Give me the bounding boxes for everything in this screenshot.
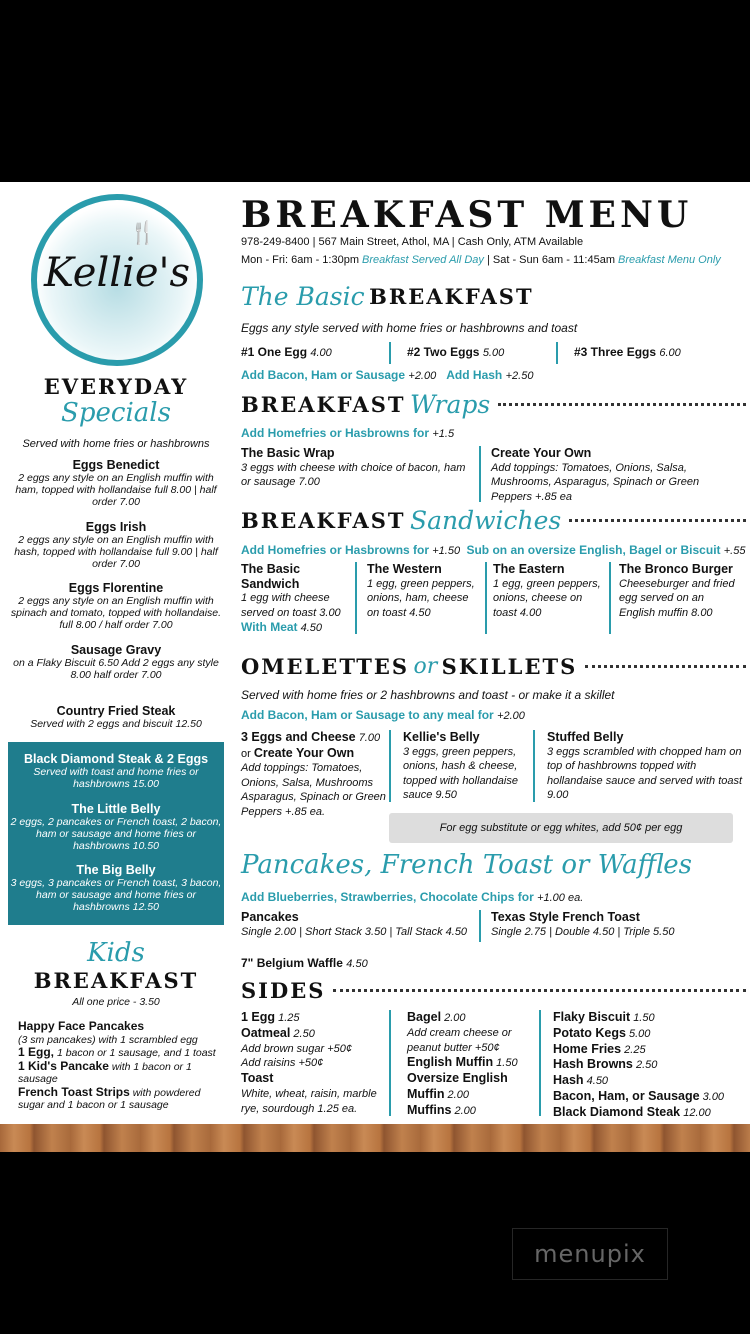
sides-col-1	[241, 1010, 387, 1117]
side-note: White, wheat, raisin, marble rye, sourdough 1.25 ea.	[241, 1087, 377, 1115]
pancake-item: Pancakes Single 2.00 | Short Stack 3.50 | Tall Stack 4.50	[241, 910, 468, 938]
special-name: Eggs Benedict	[72, 458, 160, 472]
featured-item	[8, 863, 224, 913]
pancakes-addon: Add Blueberries, Strawberries, Chocolate Chips for +1.00 ea.	[241, 890, 584, 904]
featured-name: The Big Belly	[76, 863, 156, 877]
side-item: Bacon, Ham, or Sausage 3.00	[553, 1088, 725, 1103]
menu-title: BREAKFAST MENU	[241, 194, 693, 236]
specials-note: Served with home fries or hashbrowns	[22, 438, 210, 450]
wrap-item: The Basic Wrap 3 eggs with cheese with choice of bacon, ham or sausage 7.00	[241, 446, 466, 488]
kids-item: 1 Kid's Pancake with 1 bacon or 1 sausage	[18, 1058, 192, 1085]
sandwiches-addons: Add Homefries or Hasbrowns for +1.50 Sub on an oversize English, Bagel or Biscuit +.55	[241, 543, 746, 557]
side-item: Home Fries 2.25	[553, 1041, 646, 1056]
special-desc: Served with 2 eggs and biscuit 12.50	[30, 718, 202, 730]
left-column	[0, 182, 232, 1124]
divider	[485, 562, 487, 634]
wrap-item: Create Your Own Add toppings: Tomatoes, Onions, Salsa, Mushrooms, Asparagus, Spinach or Green Peppers +.85 ea	[491, 446, 700, 503]
right-column	[241, 182, 750, 1124]
basic-item: #2 Two Eggs 5.00	[407, 345, 505, 359]
special-desc: on a Flaky Biscuit 6.50 Add 2 eggs any style 8.00 half order 7.00	[13, 657, 219, 681]
omelettes-heading: OMELETTES or SKILLETS	[241, 654, 750, 679]
divider	[389, 730, 391, 802]
special-item	[8, 458, 224, 508]
featured-box	[8, 742, 224, 925]
side-item: Toast	[241, 1071, 274, 1086]
wraps-addon: Add Homefries or Hasbrowns for +1.5	[241, 426, 455, 440]
omelette-item: Kellie's Belly 3 eggs, green peppers, onions, hash & cheese, topped with hollandaise sauce 9.50	[403, 730, 518, 801]
basic-breakfast-heading: The Basic BREAKFAST	[241, 282, 534, 311]
sandwich-item: The Basic Sandwich 1 egg with cheese served on toast 3.00 With Meat 4.50	[241, 562, 341, 634]
sandwich-item: The Eastern 1 egg, green peppers, onions, cheese on toast 4.00	[493, 562, 601, 619]
special-name: Country Fried Steak	[56, 704, 176, 718]
basic-item: #1 One Egg 4.00	[241, 345, 332, 359]
egg-substitute-note: For egg substitute or egg whites, add 50¢ per egg	[389, 813, 733, 843]
divider	[609, 562, 611, 634]
divider	[533, 730, 535, 802]
divider	[479, 446, 481, 502]
featured-name: Black Diamond Steak & 2 Eggs	[23, 752, 209, 766]
featured-item	[8, 752, 224, 790]
kids-price: All one price - 3.50	[72, 996, 160, 1008]
sandwich-item: The Bronco Burger Cheeseburger and fried egg served on an English muffin 8.00	[619, 562, 735, 619]
french-toast-item: Texas Style French Toast Single 2.75 | Double 4.50 | Triple 5.50	[491, 910, 675, 938]
side-item: Bagel 2.00	[407, 1010, 466, 1024]
basic-item: #3 Three Eggs 6.00	[574, 345, 681, 359]
divider	[556, 342, 558, 364]
omelettes-addon: Add Bacon, Ham or Sausage to any meal for +2.00	[241, 708, 525, 722]
sides-col-3	[553, 1010, 749, 1121]
special-item	[8, 581, 224, 631]
fork-icon: 🍴	[129, 220, 157, 245]
side-item: Flaky Biscuit 1.50	[553, 1010, 655, 1024]
omelettes-note: Served with home fries or 2 hashbrowns and toast - or make it a skillet	[241, 688, 615, 702]
side-item: Oatmeal 2.50	[241, 1025, 315, 1040]
divider	[539, 1010, 541, 1116]
kellies-logo	[31, 194, 203, 366]
wood-strip	[0, 1124, 750, 1152]
side-item: English Muffin 1.50	[407, 1055, 518, 1070]
waffle-item: 7" Belgium Waffle 4.50	[241, 956, 368, 970]
special-desc: 2 eggs any style on an English muffin with spinach and tomato, topped with hollandaise. full 8.00 / half order 7.00	[10, 595, 222, 631]
special-desc: 2 eggs any style on an English muffin with ham, topped with hollandaise full 8.00 | half order 7.00	[15, 472, 217, 508]
divider	[355, 562, 357, 634]
kids-heading: Kids	[87, 938, 145, 968]
sides-heading: SIDES	[241, 978, 750, 1003]
menu-page	[0, 182, 750, 1124]
wraps-heading: BREAKFAST Wraps	[241, 390, 750, 419]
side-note: Add brown sugar +50¢	[241, 1042, 352, 1055]
pancakes-heading: Pancakes, French Toast or Waffles	[241, 850, 693, 880]
side-note: Add cream cheese or peanut butter +50¢	[407, 1026, 512, 1054]
special-name: Eggs Irish	[85, 520, 147, 534]
basic-note: Eggs any style served with home fries or hashbrowns and toast	[241, 321, 578, 335]
featured-desc: Served with toast and home fries or hashbrowns 15.00	[33, 766, 199, 790]
side-item: Black Diamond Steak 12.00	[553, 1104, 711, 1119]
contact-info: 978-249-8400 | 567 Main Street, Athol, MA | Cash Only, ATM Available	[241, 236, 584, 248]
sandwiches-heading: BREAKFAST Sandwiches	[241, 506, 750, 535]
kids-items	[18, 1020, 228, 1112]
featured-desc: 3 eggs, 3 pancakes or French toast, 3 bacon, ham or sausage and home fries or hashbrowns 12.50	[10, 877, 222, 913]
special-item	[8, 520, 224, 570]
special-name: Sausage Gravy	[70, 643, 162, 657]
top-black-bar	[0, 0, 750, 182]
featured-desc: 2 eggs, 2 pancakes or French toast, 2 bacon, ham or sausage and home fries or hashbrowns 10.50	[10, 816, 222, 852]
kids-item: Happy Face Pancakes (3 sm pancakes) with 1 scrambled egg	[18, 1019, 198, 1046]
side-note: Add raisins +50¢	[241, 1057, 324, 1070]
omelette-item: 3 Eggs and Cheese 7.00 or Create Your Own Add toppings: Tomatoes, Onions, Salsa, Mushrooms Asparagus, Spinach or Green Peppers +.85 ea.	[241, 730, 386, 818]
side-item: Hash 4.50	[553, 1073, 609, 1088]
kids-breakfast-heading: BREAKFAST	[33, 968, 199, 993]
divider	[389, 342, 391, 364]
divider	[389, 1010, 391, 1116]
omelette-item: Stuffed Belly 3 eggs scrambled with chopped ham on top of hashbrowns topped with hollandaise sauce and served with toast 9.00	[547, 730, 743, 801]
featured-item	[8, 802, 224, 852]
kids-item: 1 Egg, 1 bacon or 1 sausage, and 1 toast	[18, 1045, 216, 1059]
side-item: 1 Egg 1.25	[241, 1010, 300, 1024]
specials-heading: Specials	[61, 398, 171, 428]
menupix-watermark: menupix	[512, 1228, 668, 1280]
special-desc: 2 eggs any style on an English muffin with hash, topped with hollandaise full 9.00 | half order 7.00	[14, 534, 218, 570]
side-item: Potato Kegs 5.00	[553, 1025, 651, 1040]
logo-text: Kellie's	[43, 250, 191, 296]
sides-col-2	[407, 1010, 537, 1119]
side-item: Hash Browns 2.50	[553, 1057, 658, 1072]
everyday-heading: EVERYDAY	[43, 374, 189, 399]
special-item	[8, 643, 224, 681]
sandwich-item: The Western 1 egg, green peppers, onions, ham, cheese on toast 4.50	[367, 562, 475, 619]
divider	[479, 910, 481, 942]
featured-name: The Little Belly	[71, 802, 161, 816]
side-item: Muffins 2.00	[407, 1102, 476, 1117]
hours-info: Mon - Fri: 6am - 1:30pm Breakfast Served All Day | Sat - Sun 6am - 11:45am Breakfast Menu Only	[241, 254, 721, 266]
side-item: Oversize English Muffin 2.00	[407, 1071, 508, 1101]
special-item	[8, 704, 224, 730]
special-name: Eggs Florentine	[68, 581, 164, 595]
basic-addons: Add Bacon, Ham or Sausage +2.00 Add Hash +2.50	[241, 368, 534, 382]
kids-item: French Toast Strips with powdered sugar and 1 bacon or 1 sausage	[18, 1084, 201, 1111]
